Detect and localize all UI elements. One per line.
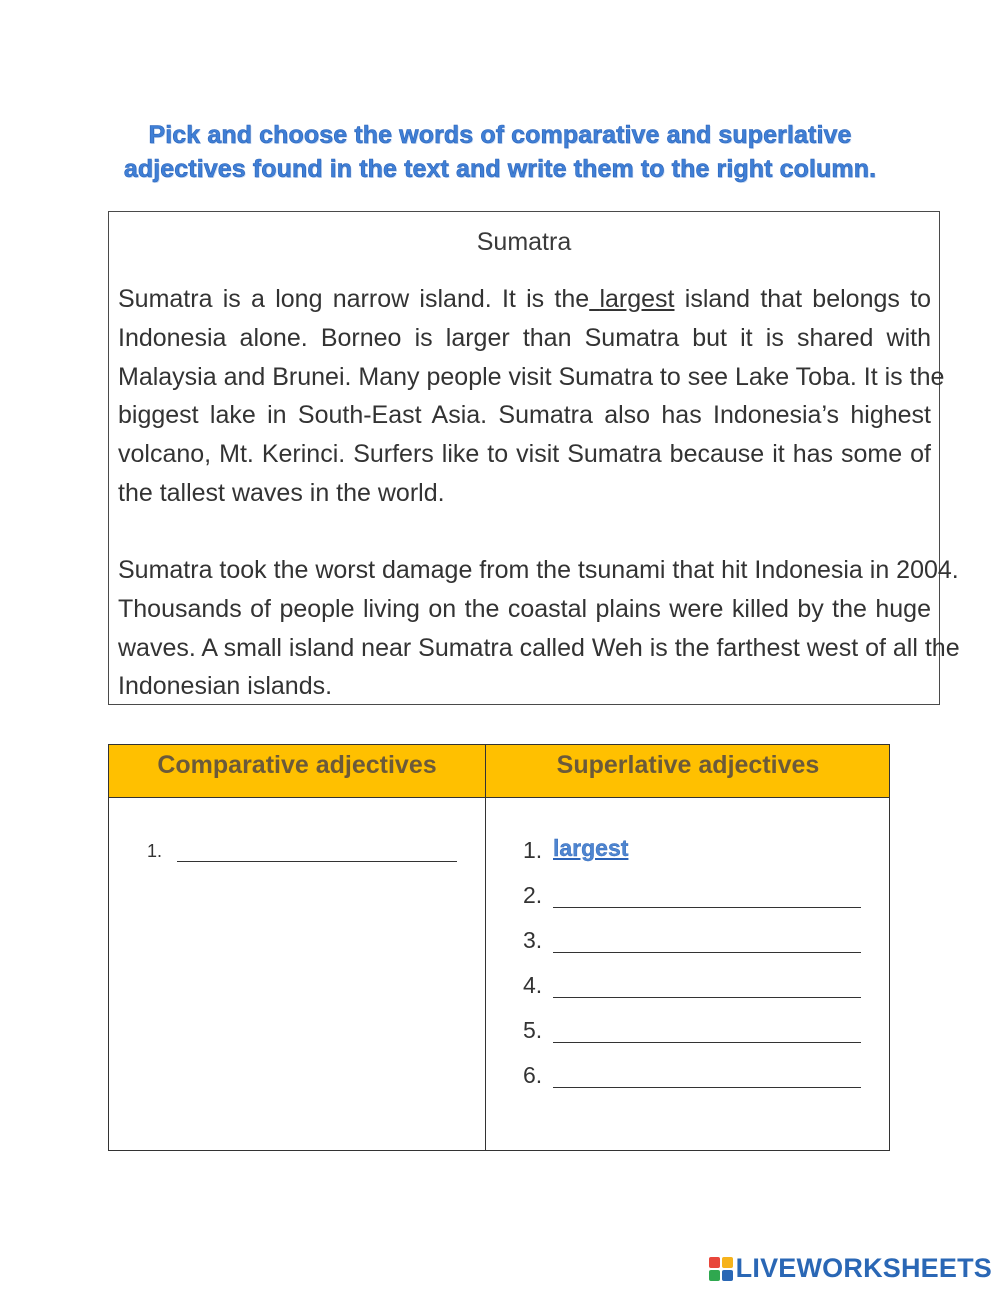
superlative-answer-blank[interactable] [553, 952, 861, 953]
paragraph-1-line-1 [118, 280, 931, 319]
instructions-line-1: Pick and choose the words of comparative and superlative [148, 121, 852, 149]
brand-name: LIVEWORKSHEETS [735, 1253, 992, 1283]
instructions-line-2: adjectives found in the text and write them to the right column. [123, 155, 877, 183]
superlative-item-number: 1. [523, 837, 543, 863]
paragraph-1-line-4: biggest lake in South-East Asia. Sumatra also has Indonesia’s highest [118, 401, 931, 430]
superlative-answer-blank[interactable] [553, 1087, 861, 1088]
superlative-item-number: 5. [523, 1017, 543, 1043]
logo-square [709, 1257, 720, 1268]
underlined-word-text: largest [599, 285, 675, 313]
text-fragment: Sumatra is a long narrow island. It is the [118, 285, 590, 313]
liveworksheets-logo-icon [709, 1257, 733, 1281]
header-superlative: Superlative adjectives [556, 751, 820, 779]
paragraph-1-line-3: Malaysia and Brunei. Many people visit Sumatra to see Lake Toba. It is the [118, 362, 945, 391]
superlative-item-number: 4. [523, 972, 543, 998]
paragraph-1-line-2: Indonesia alone. Borneo is larger than Sumatra but it is shared with [118, 323, 931, 352]
superlative-answer-blank[interactable] [553, 997, 861, 998]
text-fragment: island that belongs to [684, 285, 931, 313]
logo-square [722, 1270, 733, 1281]
superlative-item-number: 2. [523, 882, 543, 908]
paragraph-2-line-2: Thousands of people living on the coastal plains were killed by the huge [118, 594, 931, 623]
answer-table [108, 744, 890, 1151]
reading-passage-box [108, 211, 960, 705]
superlative-item-number: 3. [523, 927, 543, 953]
paragraph-2 [118, 551, 960, 706]
paragraph-2-line-3: waves. A small island near Sumatra called Weh is the farthest west of all the [118, 633, 960, 662]
header-comparative: Comparative adjectives [157, 751, 437, 779]
reading-title: Sumatra [476, 228, 572, 256]
paragraph-2-line-4: Indonesian islands. [118, 672, 333, 701]
paragraph-1-line-6: the tallest waves in the world. [118, 478, 445, 507]
superlative-answer-blank[interactable] [553, 1042, 861, 1043]
paragraph-2-line-1: Sumatra took the worst damage from the tsunami that hit Indonesia in 2004. [118, 556, 959, 584]
superlative-answer-blank[interactable] [553, 907, 861, 908]
liveworksheets-brand [709, 1253, 992, 1284]
superlative-item-number: 6. [523, 1062, 543, 1088]
superlative-answer-filled[interactable]: largest [553, 835, 629, 861]
underlined-word-largest [589, 285, 674, 313]
logo-square [722, 1257, 733, 1268]
paragraph-1 [118, 280, 945, 513]
paragraph-1-line-5: volcano, Mt. Kerinci. Surfers like to visit Sumatra because it has some of [118, 440, 931, 469]
instructions-heading [100, 118, 900, 186]
column-divider [485, 745, 486, 1150]
logo-square [709, 1270, 720, 1281]
comparative-answer-blank[interactable] [177, 861, 457, 862]
comparative-item-number: 1. [147, 841, 163, 861]
